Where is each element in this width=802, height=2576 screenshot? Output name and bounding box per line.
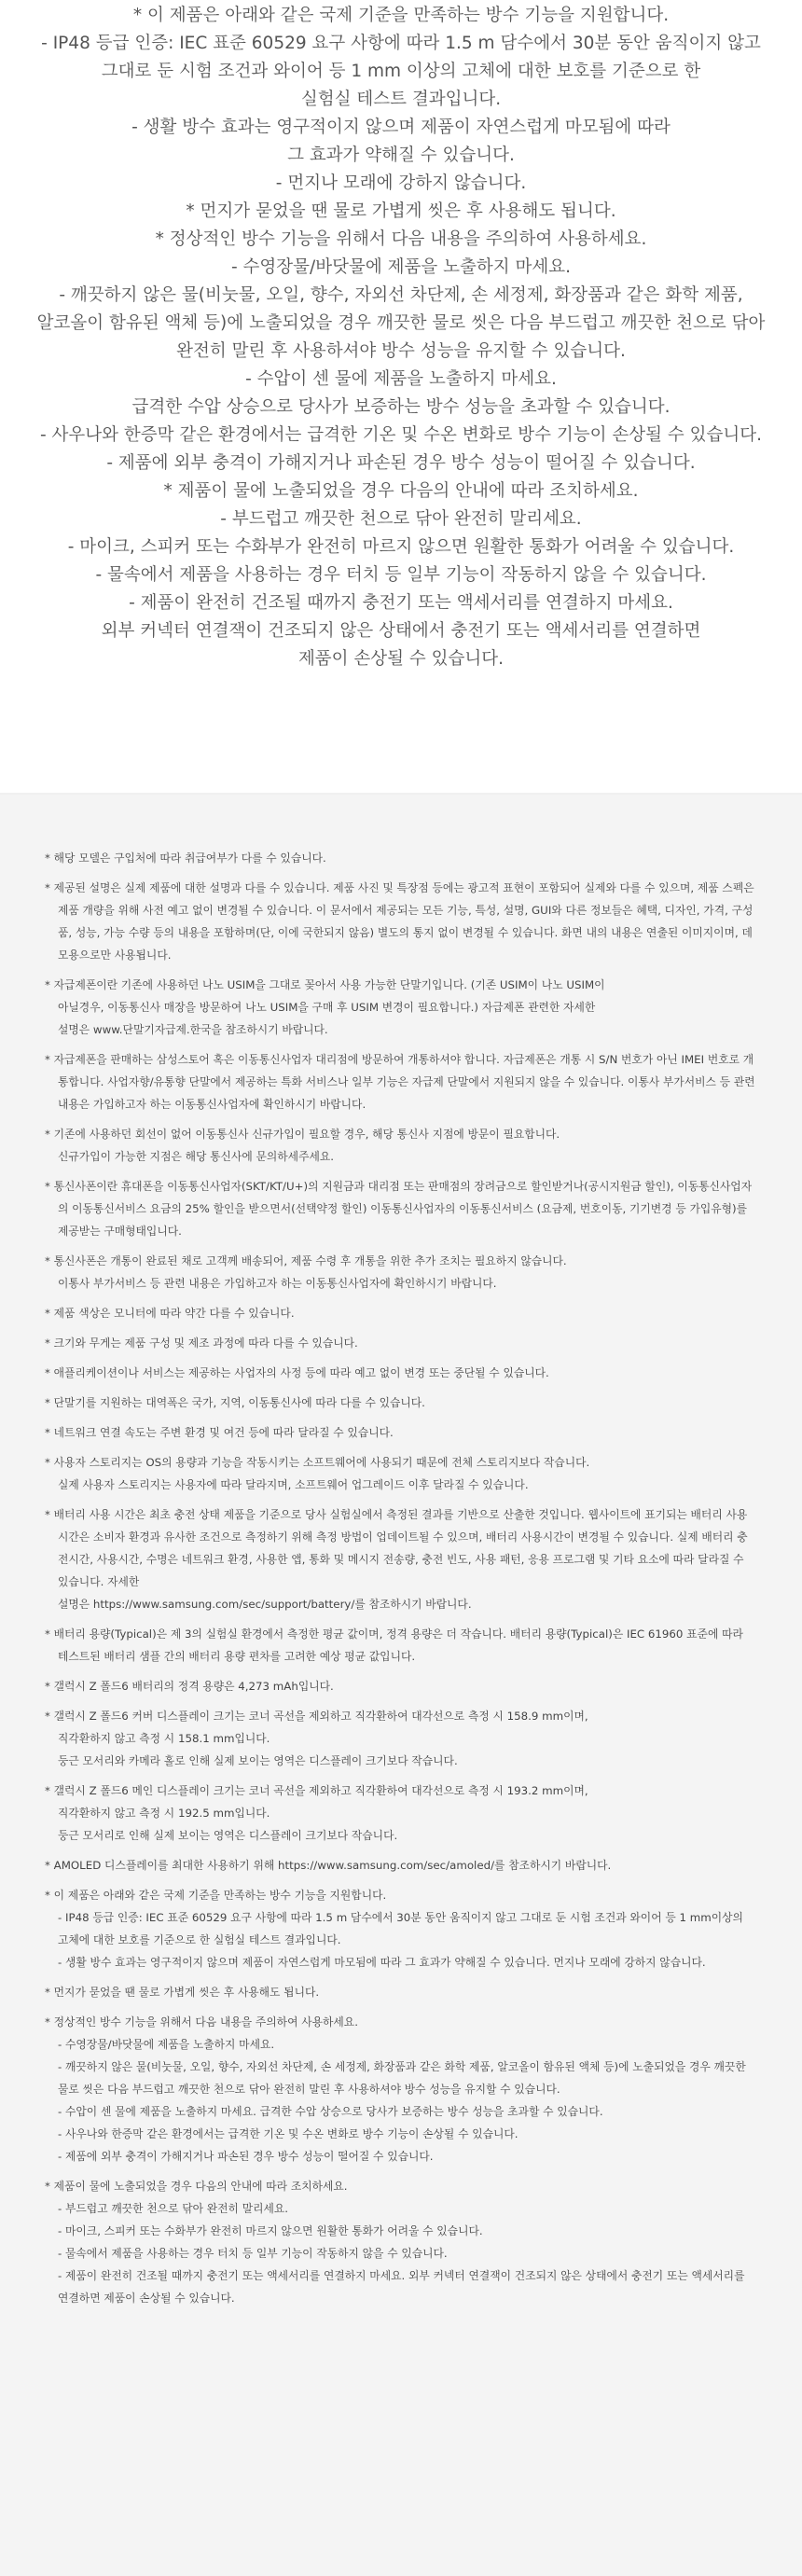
waterproof-line: - IP48 등급 인증: IEC 표준 60529 요구 사항에 따라 1.5 m 담수에서 30분 동안 움직이지 않고 그대로 둔 시험 조건과 와이어 등 1 mm 이상의 고체에 대한 보호를 기준으로 한 실험실 테스트 결과입니다. bbox=[41, 34, 761, 109]
waterproof-line: * 먼지가 묻었을 땐 물로 가볍게 씻은 후 사용해도 됩니다. bbox=[186, 201, 616, 221]
waterproof-line: - 생활 방수 효과는 영구적이지 않으며 제품이 자연스럽게 마모됨에 따라 그 효과가 약해질 수 있습니다. bbox=[131, 118, 671, 165]
disclaimer-note: * 단말기를 지원하는 대역폭은 국가, 지역, 이동통신사에 따라 다를 수 있습니다. bbox=[45, 1396, 425, 1409]
waterproof-line: - 먼지나 모래에 강하지 않습니다. bbox=[275, 173, 527, 193]
waterproof-line: - 깨끗하지 않은 물(비눗물, 오일, 향수, 자외선 차단제, 손 세정제, 화장품과 같은 화학 제품, 알코올이 함유된 액체 등)에 노출되었을 경우 깨끗한 물로 씻은 다음 부드럽고 깨끗한 천으로 닦아 완전히 말린 후 사용하셔야 방수 성능을 유지할 수 있습니다. bbox=[36, 285, 766, 361]
disclaimer-note: * AMOLED 디스플레이를 최대한 사용하기 위해 https://www.samsung.com/sec/amoled/를 참조하시기 바랍니다. bbox=[45, 1859, 612, 1872]
disclaimer-note: * 갤럭시 Z 폴드6 커버 디스플레이 크기는 코너 곡선을 제외하고 직각환하여 대각선으로 측정 시 158.9 mm이며, 직각환하지 않고 측정 시 158.1 mm입니다. 둥근 모서리와 카메라 홀로 인해 실제 보이는 영역은 디스플레이 크기보다 작습니다. bbox=[45, 1710, 588, 1767]
disclaimer-note: * 제공된 설명은 실제 제품에 대한 설명과 다를 수 있습니다. 제품 사진 및 특장점 등에는 광고적 표현이 포함되어 실제와 다를 수 있으며, 제품 스펙은 제품 개량을 위해 사전 예고 없이 변경될 수 있습니다. 이 문서에서 제공되는 모든 기능, 특성, 설명, GUI와 다른 정보들은 혜택, 디자인, 가격, 구성품, 성능, 가능 수량 등의 내용을 포함하며(단, 이에 국한되지 않음) 별도의 통지 없이 변경될 수 있습니다. 화면 내의 내용은 연출된 이미지이며, 데모용으로만 사용됩니다. bbox=[45, 881, 754, 962]
disclaimer-note: * 애플리케이션이나 서비스는 제공하는 사업자의 사정 등에 따라 예고 없이 변경 또는 중단될 수 있습니다. bbox=[45, 1366, 549, 1379]
disclaimer-note: * 갤럭시 Z 폴드6 메인 디스플레이 크기는 코너 곡선을 제외하고 직각환하여 대각선으로 측정 시 193.2 mm이며, 직각환하지 않고 측정 시 192.5 mm입니다. 둥근 모서리로 인해 실제 보이는 영역은 디스플레이 크기보다 작습니다. bbox=[45, 1784, 588, 1842]
disclaimer-note: * 갤럭시 Z 폴드6 배터리의 정격 용량은 4,273 mAh입니다. bbox=[45, 1680, 334, 1693]
waterproof-line: - 물속에서 제품을 사용하는 경우 터치 등 일부 기능이 작동하지 않을 수 있습니다. bbox=[95, 565, 707, 585]
waterproof-line: * 정상적인 방수 기능을 위해서 다음 내용을 주의하여 사용하세요. bbox=[155, 229, 647, 249]
waterproof-line: - 제품에 외부 충격이 가해지거나 파손된 경우 방수 성능이 떨어질 수 있습니다. bbox=[106, 453, 696, 473]
waterproof-line: - 수영장물/바닷물에 제품을 노출하지 마세요. bbox=[231, 257, 571, 277]
disclaimer-note: * 자급제폰이란 기존에 사용하던 나노 USIM을 그대로 꽂아서 사용 가능한 단말기입니다. (기존 USIM이 나노 USIM이 아닐경우, 이동통신사 매장을 방문하여 나노 USIM을 구매 후 USIM 변경이 필요합니다.) 자급제폰 관련한 자세한 설명은 www.단말기자급제.한국을 참조하시기 바랍니다. bbox=[45, 978, 605, 1036]
disclaimer-note: * 자급제폰을 판매하는 삼성스토어 혹은 이동통신사업자 대리점에 방문하여 개통하셔야 합니다. 자급제폰은 개통 시 S/N 번호가 아닌 IMEI 번호로 개통합니다. 사업자향/유통향 단말에서 제공하는 특화 서비스나 일부 기능은 자급제 단말에서 지원되지 않을 수 있습니다. 이통사 부가서비스 등 관련 내용은 가입하고자 하는 이동통신사업자에 확인하시기 바랍니다. bbox=[45, 1053, 755, 1111]
disclaimer-note: * 통신사폰이란 휴대폰을 이동통신사업자(SKT/KT/U+)의 지원금과 대리점 또는 판매점의 장려금으로 할인받거나(공시지원금 할인), 이동통신사업자의 이동통신서비스 요금의 25% 할인을 받으면서(선택약정 할인) 이동통신사업자의 이동통신서비스 (요금제, 번호이동, 기기변경 등 가입유형)를 제공받는 구매형태입니다. bbox=[45, 1180, 753, 1238]
disclaimer-note: * 크기와 무게는 제품 구성 및 제조 과정에 따라 다를 수 있습니다. bbox=[45, 1336, 358, 1350]
disclaimer-note: * 배터리 용량(Typical)은 제 3의 실험실 환경에서 측정한 평균 값이며, 정격 용량은 더 작습니다. 배터리 용량(Typical)은 IEC 61960 표준에 따라 테스트된 배터리 샘플 간의 배터리 용량 편차를 고려한 예상 평균 값입니다. bbox=[45, 1627, 743, 1663]
disclaimer-note: * 먼지가 묻었을 땐 물로 가볍게 씻은 후 사용해도 됩니다. bbox=[45, 1986, 320, 1999]
waterproof-line: - 부드럽고 깨끗한 천으로 닦아 완전히 말리세요. bbox=[220, 509, 582, 529]
waterproof-line: - 수압이 센 물에 제품을 노출하지 마세요. 급격한 수압 상승으로 당사가 보증하는 방수 성능을 초과할 수 있습니다. bbox=[131, 369, 671, 417]
disclaimer-note: * 네트워크 연결 속도는 주변 환경 및 여건 등에 따라 달라질 수 있습니다. bbox=[45, 1426, 394, 1439]
disclaimer-note: * 기존에 사용하던 회선이 없어 이동통신사 신규가입이 필요할 경우, 해당 통신사 지점에 방문이 필요합니다. 신규가입이 가능한 지점은 해당 통신사에 문의하세주세요. bbox=[45, 1128, 560, 1163]
disclaimer-note: * 정상적인 방수 기능을 위해서 다음 내용을 주의하여 사용하세요. - 수영장물/바닷물에 제품을 노출하지 마세요. - 깨끗하지 않은 물(비눗물, 오일, 향수, 자외선 차단제, 손 세정제, 화장품과 같은 화학 제품, 알코올이 함유된 액체 등)에 노출되었을 경우 깨끗한 물로 씻은 다음 부드럽고 깨끗한 천으로 닦아 완전히 말린 후 사용하셔야 방수 성능을 유지할 수 있습니다. - 수압이 센 물에 제품을 노출하지 마세요. 급격한 수압 상승으로 당사가 보증하는 방수 성능을 초과할 수 있습니다. - 사우나와 한증막 같은 환경에서는 급격한 기온 및 수온 변화로 방수 기능이 손상될 수 있습니다. - 제품에 외부 충격이 가해지거나 파손된 경우 방수 성능이 떨어질 수 있습니다. bbox=[45, 2015, 746, 2163]
disclaimer-section bbox=[0, 795, 802, 2576]
disclaimer-note: * 통신사폰은 개통이 완료된 채로 고객께 배송되어, 제품 수령 후 개통을 위한 추가 조치는 필요하지 않습니다. 이통사 부가서비스 등 관련 내용은 가입하고자 하는 이동통신사업자에 확인하시기 바랍니다. bbox=[45, 1254, 567, 1290]
disclaimer-note: * 배터리 사용 시간은 최초 충전 상태 제품을 기준으로 당사 실험실에서 측정된 결과를 기반으로 산출한 것입니다. 웹사이트에 표기되는 배터리 사용시간은 소비자 환경과 유사한 조건으로 측정하기 위해 측정 방법이 업데이트될 수 있으며, 배터리 사용시간이 변경될 수 있습니다. 실제 배터리 충전시간, 사용시간, 수명은 네트워크 환경, 사용한 앱, 통화 및 메시지 전송량, 충전 빈도, 사용 패턴, 응용 프로그램 및 기타 요소에 따라 달라질 수 있습니다. 자세한 설명은 https://www.samsung.com/sec/support/battery/를 참조하시기 바랍니다. bbox=[45, 1508, 748, 1611]
disclaimer-note: * 해당 모델은 구입처에 따라 취급여부가 다를 수 있습니다. bbox=[45, 852, 326, 865]
waterproof-line: - 제품이 완전히 건조될 때까지 충전기 또는 액세서리를 연결하지 마세요. 외부 커넥터 연결잭이 건조되지 않은 상태에서 충전기 또는 액세서리를 연결하면 제품이 손상될 수 있습니다. bbox=[101, 593, 701, 669]
waterproof-line: * 이 제품은 아래와 같은 국제 기준을 만족하는 방수 기능을 지원합니다. bbox=[132, 6, 670, 25]
disclaimer-note: * 제품이 물에 노출되었을 경우 다음의 안내에 따라 조치하세요. - 부드럽고 깨끗한 천으로 닦아 완전히 말리세요. - 마이크, 스피커 또는 수화부가 완전히 마르지 않으면 원활한 통화가 어려울 수 있습니다. - 물속에서 제품을 사용하는 경우 터치 등 일부 기능이 작동하지 않을 수 있습니다. - 제품이 완전히 건조될 때까지 충전기 또는 액세서리를 연결하지 마세요. 외부 커넥터 연결잭이 건조되지 않은 상태에서 충전기 또는 액세서리를 연결하면 제품이 손상될 수 있습니다. bbox=[45, 2180, 745, 2305]
waterproof-line: - 사우나와 한증막 같은 환경에서는 급격한 기온 및 수온 변화로 방수 기능이 손상될 수 있습니다. bbox=[40, 425, 762, 445]
disclaimer-note: * 이 제품은 아래와 같은 국제 기준을 만족하는 방수 기능을 지원합니다. - IP48 등급 인증: IEC 표준 60529 요구 사항에 따라 1.5 m 담수에서 30분 동안 움직이지 않고 그대로 둔 시험 조건과 와이어 등 1 mm이상의 고체에 대한 보호를 기준으로 한 실험실 테스트 결과입니다. - 생활 방수 효과는 영구적이지 않으며 제품이 자연스럽게 마모됨에 따라 그 효과가 약해질 수 있습니다. 먼지나 모래에 강하지 않습니다. bbox=[45, 1889, 743, 1969]
waterproof-info-section bbox=[0, 0, 802, 793]
waterproof-line: * 제품이 물에 노출되었을 경우 다음의 안내에 따라 조치하세요. bbox=[163, 481, 639, 501]
waterproof-line: - 마이크, 스피커 또는 수화부가 완전히 마르지 않으면 원활한 통화가 어려울 수 있습니다. bbox=[67, 537, 735, 557]
disclaimer-note: * 제품 색상은 모니터에 따라 약간 다를 수 있습니다. bbox=[45, 1307, 295, 1320]
disclaimer-note: * 사용자 스토리지는 OS의 용량과 기능을 작동시키는 소프트웨어에 사용되기 때문에 전체 스토리지보다 작습니다. 실제 사용자 스토리지는 사용자에 따라 달라지며, 소프트웨어 업그레이드 이후 달라질 수 있습니다. bbox=[45, 1456, 590, 1491]
